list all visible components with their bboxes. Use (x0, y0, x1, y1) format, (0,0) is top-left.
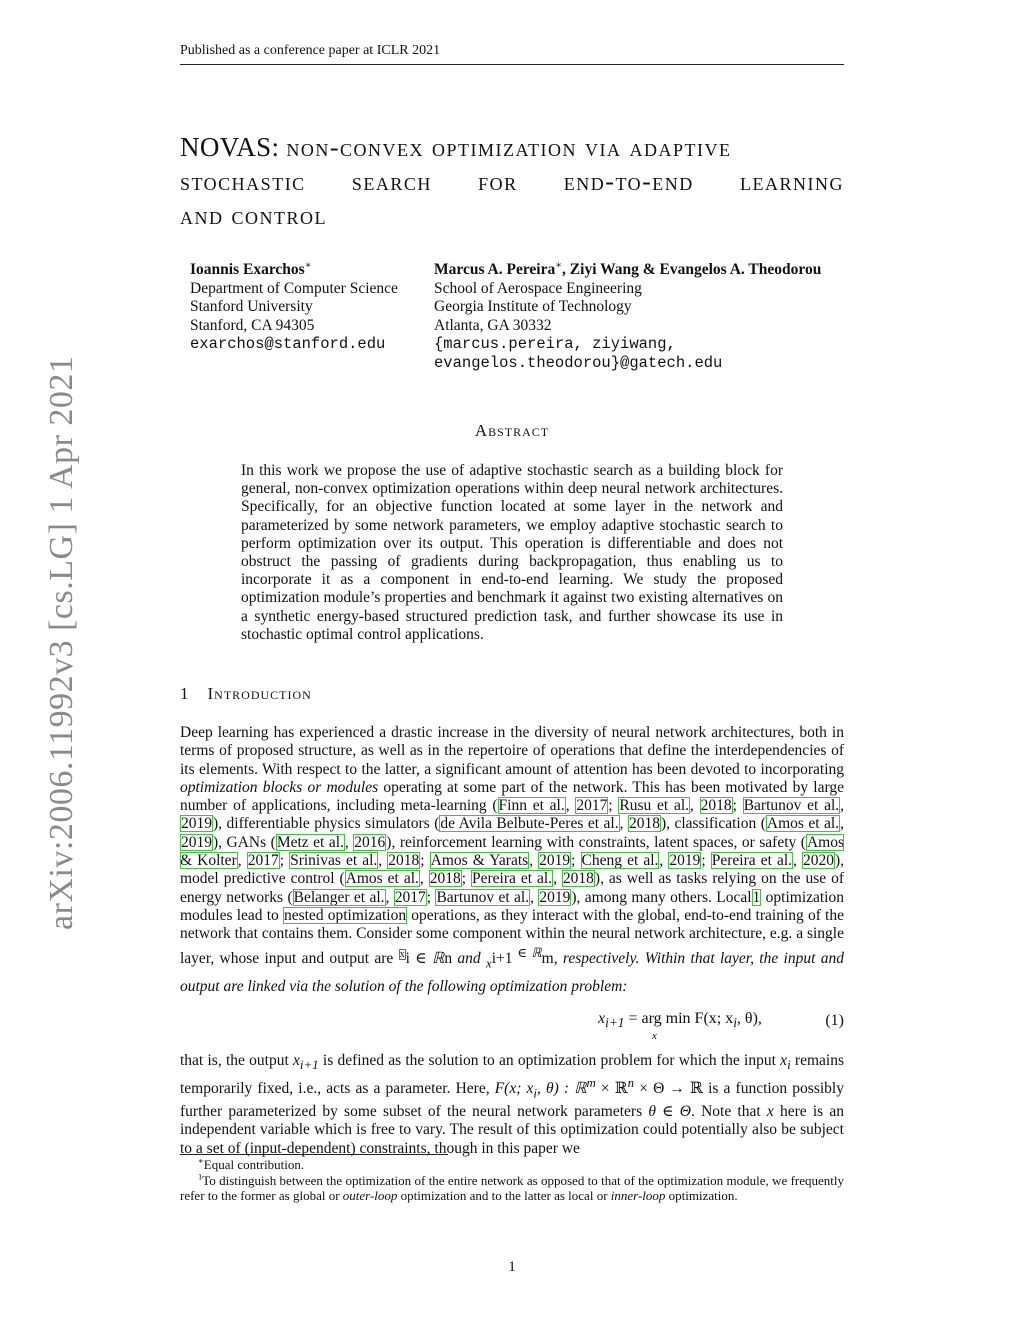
text-run: , (840, 797, 845, 815)
text-run: remains temporarily fixed, i.e., acts as a parameter. Here, (180, 1052, 844, 1098)
footnotes (180, 1157, 844, 1204)
text-run: ; (426, 888, 436, 906)
intro-paragraph-2 (180, 1052, 844, 1158)
text-run: ; (608, 797, 619, 815)
intro-paragraph-1 (180, 724, 844, 1001)
title-line-1-rest: non-convex optimization via adaptive (286, 133, 732, 162)
text-run: ), as well as tasks relying on the use of energy networks ( (180, 870, 845, 906)
text-run: Deep learning has experienced a drastic increase in the diversity of neural network architectures, both in terms of proposed structure, as well as in the repertoire of operations that define the interdependencies of its elements. With respect to the latter, a significant amount of attention has been devoted to incorporating (180, 724, 844, 778)
citation-link[interactable]: 2019 (539, 852, 571, 870)
text-run: ), model predictive control ( (180, 852, 845, 888)
citation-link[interactable]: 2018 (429, 870, 461, 888)
title-line-3: and control (180, 201, 327, 230)
text-run: ; (420, 852, 430, 870)
text-run: , (553, 870, 562, 888)
author-name: Marcus A. Pereira (434, 261, 556, 278)
math-symbol: i+1 (491, 949, 513, 967)
footnote-mark: 1 (198, 1171, 203, 1182)
title-word: search (351, 167, 432, 196)
title-line-1 (180, 130, 844, 165)
math-expression: , θ), (736, 1010, 762, 1027)
citation-link[interactable]: de Avila Belbute-Peres et al. (440, 815, 619, 833)
math-var: x (598, 1010, 606, 1027)
text-run: ; (701, 852, 711, 870)
math-var: , respectively. Within that layer, the input and output are linked via the solution of the following optimization problem: (180, 949, 844, 996)
author-dept: School of Aerospace Engineering (434, 279, 642, 297)
text-run: is defined as the solution to an optimization problem for which the input (318, 1052, 781, 1069)
math-var: and (452, 949, 486, 967)
equal-contribution-mark: ∗ (555, 259, 563, 271)
citation-link[interactable]: Metz et al. (276, 833, 344, 851)
text-run: ), differentiable physics simulators ( (213, 815, 440, 833)
citation-link[interactable]: Bartunov et al. (743, 797, 840, 815)
math-sub: x (485, 954, 492, 970)
text-run: that is, the output (180, 1052, 293, 1069)
text-run: . Note that (691, 1102, 767, 1120)
math-var: x (780, 1052, 788, 1069)
author-institution: Stanford University (190, 298, 313, 315)
footnote-emphasis: outer-loop (342, 1188, 398, 1203)
section-number: 1 (180, 684, 190, 703)
text-run: ; (461, 870, 471, 888)
citation-link[interactable]: 2019 (669, 852, 701, 870)
citation-link[interactable]: 2018 (388, 852, 420, 870)
equal-contribution-mark: ∗ (304, 259, 312, 271)
citation-link[interactable]: 2017 (394, 888, 426, 906)
footnote-text: Equal contribution. (203, 1157, 305, 1172)
text-run: , (237, 852, 247, 870)
math-expression: = arg min F(x; x (624, 1010, 734, 1027)
author-dept: Department of Computer Science (190, 279, 398, 297)
text-run: here is an independent variable which is free to vary. The result of this optimization could potentially also be subject to a set of (input-dependent) constraints, though in this paper we (180, 1102, 845, 1157)
text-run: ), classification ( (660, 815, 766, 833)
citation-link[interactable]: Srinivas et al. (290, 852, 378, 870)
text-run: optimization modules lead to (180, 888, 844, 924)
text-run: n (444, 949, 453, 967)
running-header: Published as a conference paper at ICLR 2021 (180, 43, 441, 58)
author-institution: Georgia Institute of Technology (434, 298, 632, 315)
math-sup: ∈ ℝ (512, 944, 542, 960)
title-line-2 (180, 165, 844, 199)
citation-link[interactable]: 2020 (803, 852, 834, 870)
citation-link[interactable]: Amos et al. (766, 815, 840, 833)
citation-link[interactable]: Pereira et al. (711, 852, 793, 870)
footnote-text: optimization. (665, 1188, 738, 1203)
citation-link[interactable]: Bartunov et al. (436, 888, 530, 906)
author-block-right (434, 261, 821, 372)
text-run: m (541, 949, 554, 967)
author-block-left (190, 261, 398, 354)
math-sub: i+1 (299, 1057, 319, 1073)
citation-link[interactable]: 2016 (354, 833, 386, 851)
math-sub: i (533, 1085, 537, 1101)
citation-link[interactable]: 2017 (247, 852, 279, 870)
text-run: , (793, 852, 802, 870)
author-name: Ioannis Exarchos (190, 261, 305, 278)
footnote-text: optimization and to the latter as local or (397, 1188, 611, 1203)
text-run: ), among many others. Local (571, 888, 752, 906)
text-run: ; (571, 852, 581, 870)
math-sub: i+1 (605, 1015, 625, 1031)
arxiv-stamp: arXiv:2006.11992v3 [cs.LG] 1 Apr 2021 (43, 355, 80, 930)
citation-link[interactable]: 2017 (576, 797, 608, 815)
author-email: exarchos@stanford.edu (190, 335, 386, 353)
footnote-emphasis: inner-loop (610, 1188, 666, 1203)
citation-link[interactable]: 2018 (628, 815, 660, 833)
text-run: ; (732, 797, 743, 815)
text-run: , (385, 888, 394, 906)
footnote (180, 1173, 844, 1204)
header-rule (180, 64, 844, 65)
math-expression: θ ∈ Θ (648, 1102, 692, 1120)
math-sup: m (586, 1075, 596, 1091)
title-word: learning (739, 167, 844, 196)
author-address: Atlanta, GA 30332 (434, 316, 552, 334)
text-run: , (565, 797, 576, 815)
footnote-link[interactable]: x (399, 948, 405, 960)
citation-link[interactable]: 1 (752, 888, 761, 906)
text-run: i (405, 949, 410, 967)
text-run: , (690, 797, 700, 815)
text-emphasis: ∈ ℝ (409, 949, 445, 967)
text-run: ; (279, 852, 290, 870)
text-run: , (378, 852, 388, 870)
text-run: ), GANs ( (213, 833, 276, 851)
page-number: 1 (508, 1259, 516, 1275)
citation-link[interactable]: Amos & Kolter (180, 833, 844, 870)
section-heading (180, 684, 312, 704)
citation-link[interactable]: Cheng et al. (581, 852, 659, 870)
citation-link[interactable]: Finn et al. (498, 797, 565, 815)
text-run: , (529, 852, 539, 870)
paper-title (180, 130, 844, 233)
math-expression: F(x; x (494, 1080, 534, 1098)
citation-link[interactable]: Belanger et al. (293, 888, 385, 906)
equation-number: (1) (825, 1012, 844, 1029)
author-email: evangelos.theodorou}@gatech.edu (434, 353, 723, 372)
text-run: is a function possibly further parameterized by some subset of the neural network parameters (180, 1080, 844, 1120)
author-address: Stanford, CA 94305 (190, 316, 315, 334)
title-word: for (478, 167, 518, 196)
abstract-heading: Abstract (474, 421, 550, 440)
math-sup: n (627, 1075, 635, 1091)
math-sub: i (787, 1057, 791, 1073)
citation-link[interactable]: nested optimization (283, 906, 407, 924)
equation-1 (180, 1010, 844, 1046)
footnote-rule (180, 1154, 448, 1155)
text-run: ), reinforcement learning with constraints, latent spaces, or safety ( (386, 833, 806, 851)
text-run: , (619, 815, 628, 833)
equation-body (598, 1010, 762, 1031)
citation-link[interactable]: Pereira et al. (472, 870, 553, 888)
title-prefix: NOVAS: (180, 132, 280, 162)
text-run: , (344, 833, 354, 851)
math-sub: i (733, 1015, 737, 1031)
text-run: , (530, 888, 539, 906)
author-email: {marcus.pereira, ziyiwang, (434, 335, 676, 353)
math-var: x (766, 1102, 774, 1120)
section-title: Introduction (207, 684, 312, 703)
math-expression: , θ) : ℝ (536, 1080, 587, 1098)
footnote (180, 1157, 844, 1173)
argmin-subscript: x (652, 1030, 657, 1042)
author-names-rest: , Ziyi Wang & Evangelos A. Theodorou (562, 261, 822, 278)
text-run: operations, as they interact with the global, end-to-end training of the network that contains them. Consider some component within the neural network architecture, e.g. a single layer, whose input and output are (180, 906, 844, 967)
text-emphasis: optimization blocks or modules (180, 778, 379, 796)
citation-link[interactable]: 2018 (562, 870, 594, 888)
footnote-mark: ∗ (198, 1155, 204, 1166)
text-run: operating at some part of the network. This has been motivated by large number of applications, including meta-learning ( (180, 778, 844, 815)
text-run: , (840, 815, 844, 833)
citation-link[interactable]: Amos & Yarats (430, 852, 529, 870)
citation-link[interactable]: 2019 (181, 815, 212, 833)
citation-link[interactable]: 2018 (700, 797, 732, 815)
citation-link[interactable]: Rusu et al. (619, 797, 690, 815)
math-symbol: × ℝ (595, 1080, 628, 1098)
citation-link[interactable]: 2019 (181, 833, 212, 851)
citation-link[interactable]: Amos et al. (345, 870, 419, 888)
footnote-text: To distinguish between the optimization of the entire network as opposed to that of the optimization module, we frequently refer to the former as global or (180, 1172, 844, 1203)
text-run: , (659, 852, 669, 870)
math-symbol: × Θ → ℝ (634, 1080, 703, 1098)
abstract-body: In this work we propose the use of adaptive stochastic search as a building block for general, non-convex optimization operations within deep neural network architectures. Specifically, for an objective function located at some layer in the network and parameterized by some network parameters, we employ adaptive stochastic search to perform optimization over its output. This operation is differentiable and does not obstruct the passing of gradients during backpropagation, thus enabling us to incorporate it as a component in end-to-end learning. We study the proposed optimization module’s properties and benchmark it against two existing alternatives on a synthetic energy-based structured prediction task, and further showcase its use in stochastic optimal control applications. (241, 462, 783, 643)
math-var: x (293, 1052, 300, 1069)
citation-link[interactable]: 2019 (539, 888, 571, 906)
text-run: , (419, 870, 429, 888)
title-word: stochastic (180, 167, 306, 196)
title-word: end-to-end (563, 167, 694, 196)
